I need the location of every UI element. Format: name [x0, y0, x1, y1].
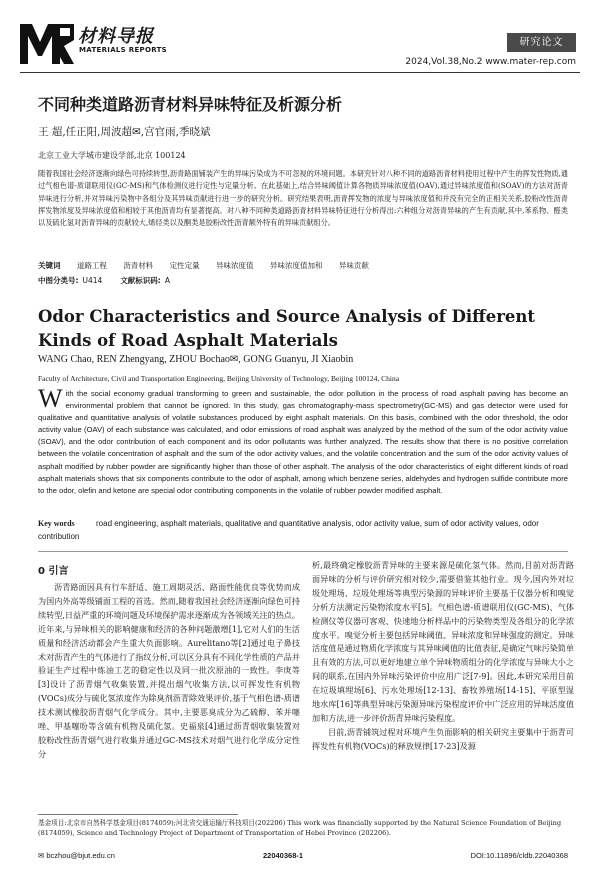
abstract-dropcap: W [38, 384, 63, 413]
body-right-column [312, 559, 574, 754]
funding-footnote: 基金项目:北京市自然科学基金项目(8174059);河北省交通运输厅科技项目(202206) This work was financially supported by the Natural Science Foundation of Beijing (8174059), Science and Technology Project of Department of Transportation of Hebei Province (202206). [38, 819, 562, 837]
keywords-en-label: Key words [38, 519, 75, 528]
keyword-cn: 异味浓度值加和 [269, 261, 323, 270]
title-en: Odor Characteristics and Source Analysis of Different Kinds of Road Asphalt Materials [38, 307, 536, 350]
journal-logo-icon [20, 20, 74, 64]
footnote-divider [38, 814, 238, 815]
keyword-cn: 异味浓度值 [216, 261, 254, 270]
affiliation-en: Faculty of Architecture, Civil and Transportation Engineering, Beijing University of Technology, Beijing 100124, China [38, 374, 400, 383]
keywords-en-text: road engineering, asphalt materials, qualitative and quantitative analysis, odor activity value, sum of odor activity values, odor contribution [38, 519, 539, 541]
journal-name-cn: 材料导报 [78, 26, 154, 47]
abstract-cn: 随着我国社会经济逐渐向绿色可持续转型,沥青路面铺装产生的异味污染成为不可忽视的环境问题。本研究针对八种不同的道路沥青材料使用过程中产生的挥发性物质,通过气相色谱-质谱联用仪(GC-MS)和气体检测仪进行定性与定量分析。在此基础上,结合异味阈值计算各物质异味浓度值(OAV),通过异味浓度值和(SOAV)的方法对沥青异味进行分析,并对异味污染物中各组分及其异味贡献进行进一步的研究分析。研究结果表明,沥青挥发物的浓度与异味浓度值和并没有完全的正相关关系,胶粉改性沥青挥发物浓度及异味浓度值和相较于其他沥青均有显著提高。对八种不同种类道路沥青材料异味特征进行分析得出:六种组分对沥青异味的产生有贡献,其中,苯系物、醛类以及硫化氢对沥青异味的贡献较大,烯烃类以及酮类是胶粉改性沥青额外特有的异味贡献组分。 [38, 169, 568, 228]
doi[interactable]: DOI:10.11896/cldb.22040368 [470, 851, 568, 860]
body-right-para-2: 目前,沥青铺筑过程对环境产生负面影响的相关研究主要集中于沥青可挥发性有机物(VOCs)的释放规律[17-23]及源 [312, 726, 574, 751]
keywords-cn [38, 260, 383, 271]
issue-info: 2024,Vol.38,No.2 www.mater-rep.com [405, 57, 576, 67]
body-right-para-1: 析,最终确定橡胶沥青异味的主要来源是硫化氢气体。然而,目前对沥青路面异味的分析与评价研究相对较少,需要借鉴其他行业。现今,国内外对垃圾处理场、垃圾处理场等典型污染源的异味评价主要基于仪器分析和嗅觉分析方法测定污染物浓度水平[5]。气相色谱-质谱联用仪(GC-MS)、气体检测仪等仪器可客观、快速地分析样品中的污染物类型及各组分的化学浓度水平。嗅觉分析主要包括异味阈值、异味浓度和异味强度的测定。异味活度值是通过物质化学浓度与其异味阈值的比值表征,是确定气味污染简单且有效的方法,可以更好地建立单个异味物质组分的化学浓度与异味大小之间的联系,在国内外异味污染评价中应用广泛[7-9]。因此,本研究采用目前在垃圾填埋场[6]、污水处理场[12-13]、畜牧养殖场[14-15]、平原型湿地水库[16]等典型异味污染源异味污染程度评价中广泛应用的异味活度值加和方法,进一步评价沥青异味污染程度。 [312, 560, 574, 723]
clc-value: U414 [82, 276, 103, 285]
abstract-en-text: ith the social economy gradual transforming to green and sustainable, the odor pollution in the process of road asphalt paving has become an environmental problem that cannot be ignored. In this study, gas chromatography-mass spectrometry(GC-MS) and gas detector were used for qualitative and quantitative analysis of volatile substances produced by eight asphalt materials. On this basis, combined with the odor threshold, the odor activity value (OAV) of each substance was calculated, and odor emissions of road asphalt was analyzed by the method of the sum of the odor activity value (SOAV), and the odor contribution of each component and its odor pollutants was further analyzed. The results show that there is no positive correlation between the volatile concentration of asphalt and the sum of the odor activity values, and the volatile concentration and the sum of the odor activity values of asphalt modified by rubber powder are significantly higher than those of other asphalt. The analysis of the odor characteristics of eight different kinds of road asphalt materials shows that six components contribute to the odor of asphalt, among which benzene series, aldehydes and hydrogen sulfide contribute more to the odor, olefin and ketone are special odor contributing components in the volatile of rubber powder modified asphalt. [38, 389, 568, 495]
keyword-cn: 道路工程 [76, 261, 107, 270]
corresponding-email[interactable]: ✉ bczhou@bjut.edu.cn [38, 851, 115, 860]
article-number: 22040368-1 [263, 851, 304, 860]
keywords-en [38, 517, 568, 543]
doc-code-value: A [164, 276, 170, 285]
keyword-cn: 定性定量 [169, 261, 200, 270]
title-cn: 不同种类道路沥青材料异味特征及析源分析 [38, 95, 343, 114]
clc-label: 中图分类号: [38, 276, 79, 285]
keywords-cn-label: 关键词 [38, 261, 61, 270]
column-tag: 研究论文 [507, 33, 576, 52]
authors-en: WANG Chao, REN Zhengyang, ZHOU Bochao✉, GONG Guanyu, JI Xiaobin [38, 354, 354, 365]
body-left-column: 沥青路面因具有行车舒适、施工周期灵活、路面性能优良等优势而成为国内外高等级铺面工程的首选。然而,随着我国社会经济逐渐向绿色可持续转型,日益严重的环境问题及环境保护需求逐渐成为各领域关注的热点。近年来,与异味相关的影响健康和经济的各种问题激增[1],它对人们的生活质量和经济活动都会产生重大负面影响。Aurelitano等[2]通过电子鼻技术对沥青产生的气体进行了指纹分析,可以区分具有不同化学性质的产品并验证生产过程中炼油工艺的稳定性以及同一批次原油的一致性。李庚等[3]设计了沥青烟气收集装置,并提出烟气收集方法,以可挥发性有机物(VOCs)成分与硫化氢浓度作为除臭剂沥青除效果评价,基于气相色谱-质谱技术测试橡胶沥青烟气化学成分。其中,主要恶臭成分为乙硫醇、苯并噻唑、甲基噻吩等含硫有机物及硫化氢。史福泉[4]通过沥青烟收集装置对胶粉改性沥青烟气进行收集并通过GC-MS技术对烟气进行化学成分定性分 [38, 582, 300, 759]
abstract-en [38, 384, 568, 497]
doc-code-label: 文献标识码: [120, 276, 161, 285]
keyword-cn: 异味贡献 [338, 261, 369, 270]
header-divider [20, 72, 580, 73]
abstract-divider [38, 551, 568, 552]
affiliation-cn: 北京工业大学城市建设学部,北京 100124 [38, 151, 186, 160]
keyword-cn: 沥青材料 [123, 261, 154, 270]
journal-name-en: MATERIALS REPORTS [79, 46, 167, 54]
section-heading: 0 引言 [38, 566, 69, 577]
classification [38, 275, 170, 286]
authors-cn: 王 超,任正阳,周波超✉,宫官雨,季晓斌 [38, 126, 211, 138]
